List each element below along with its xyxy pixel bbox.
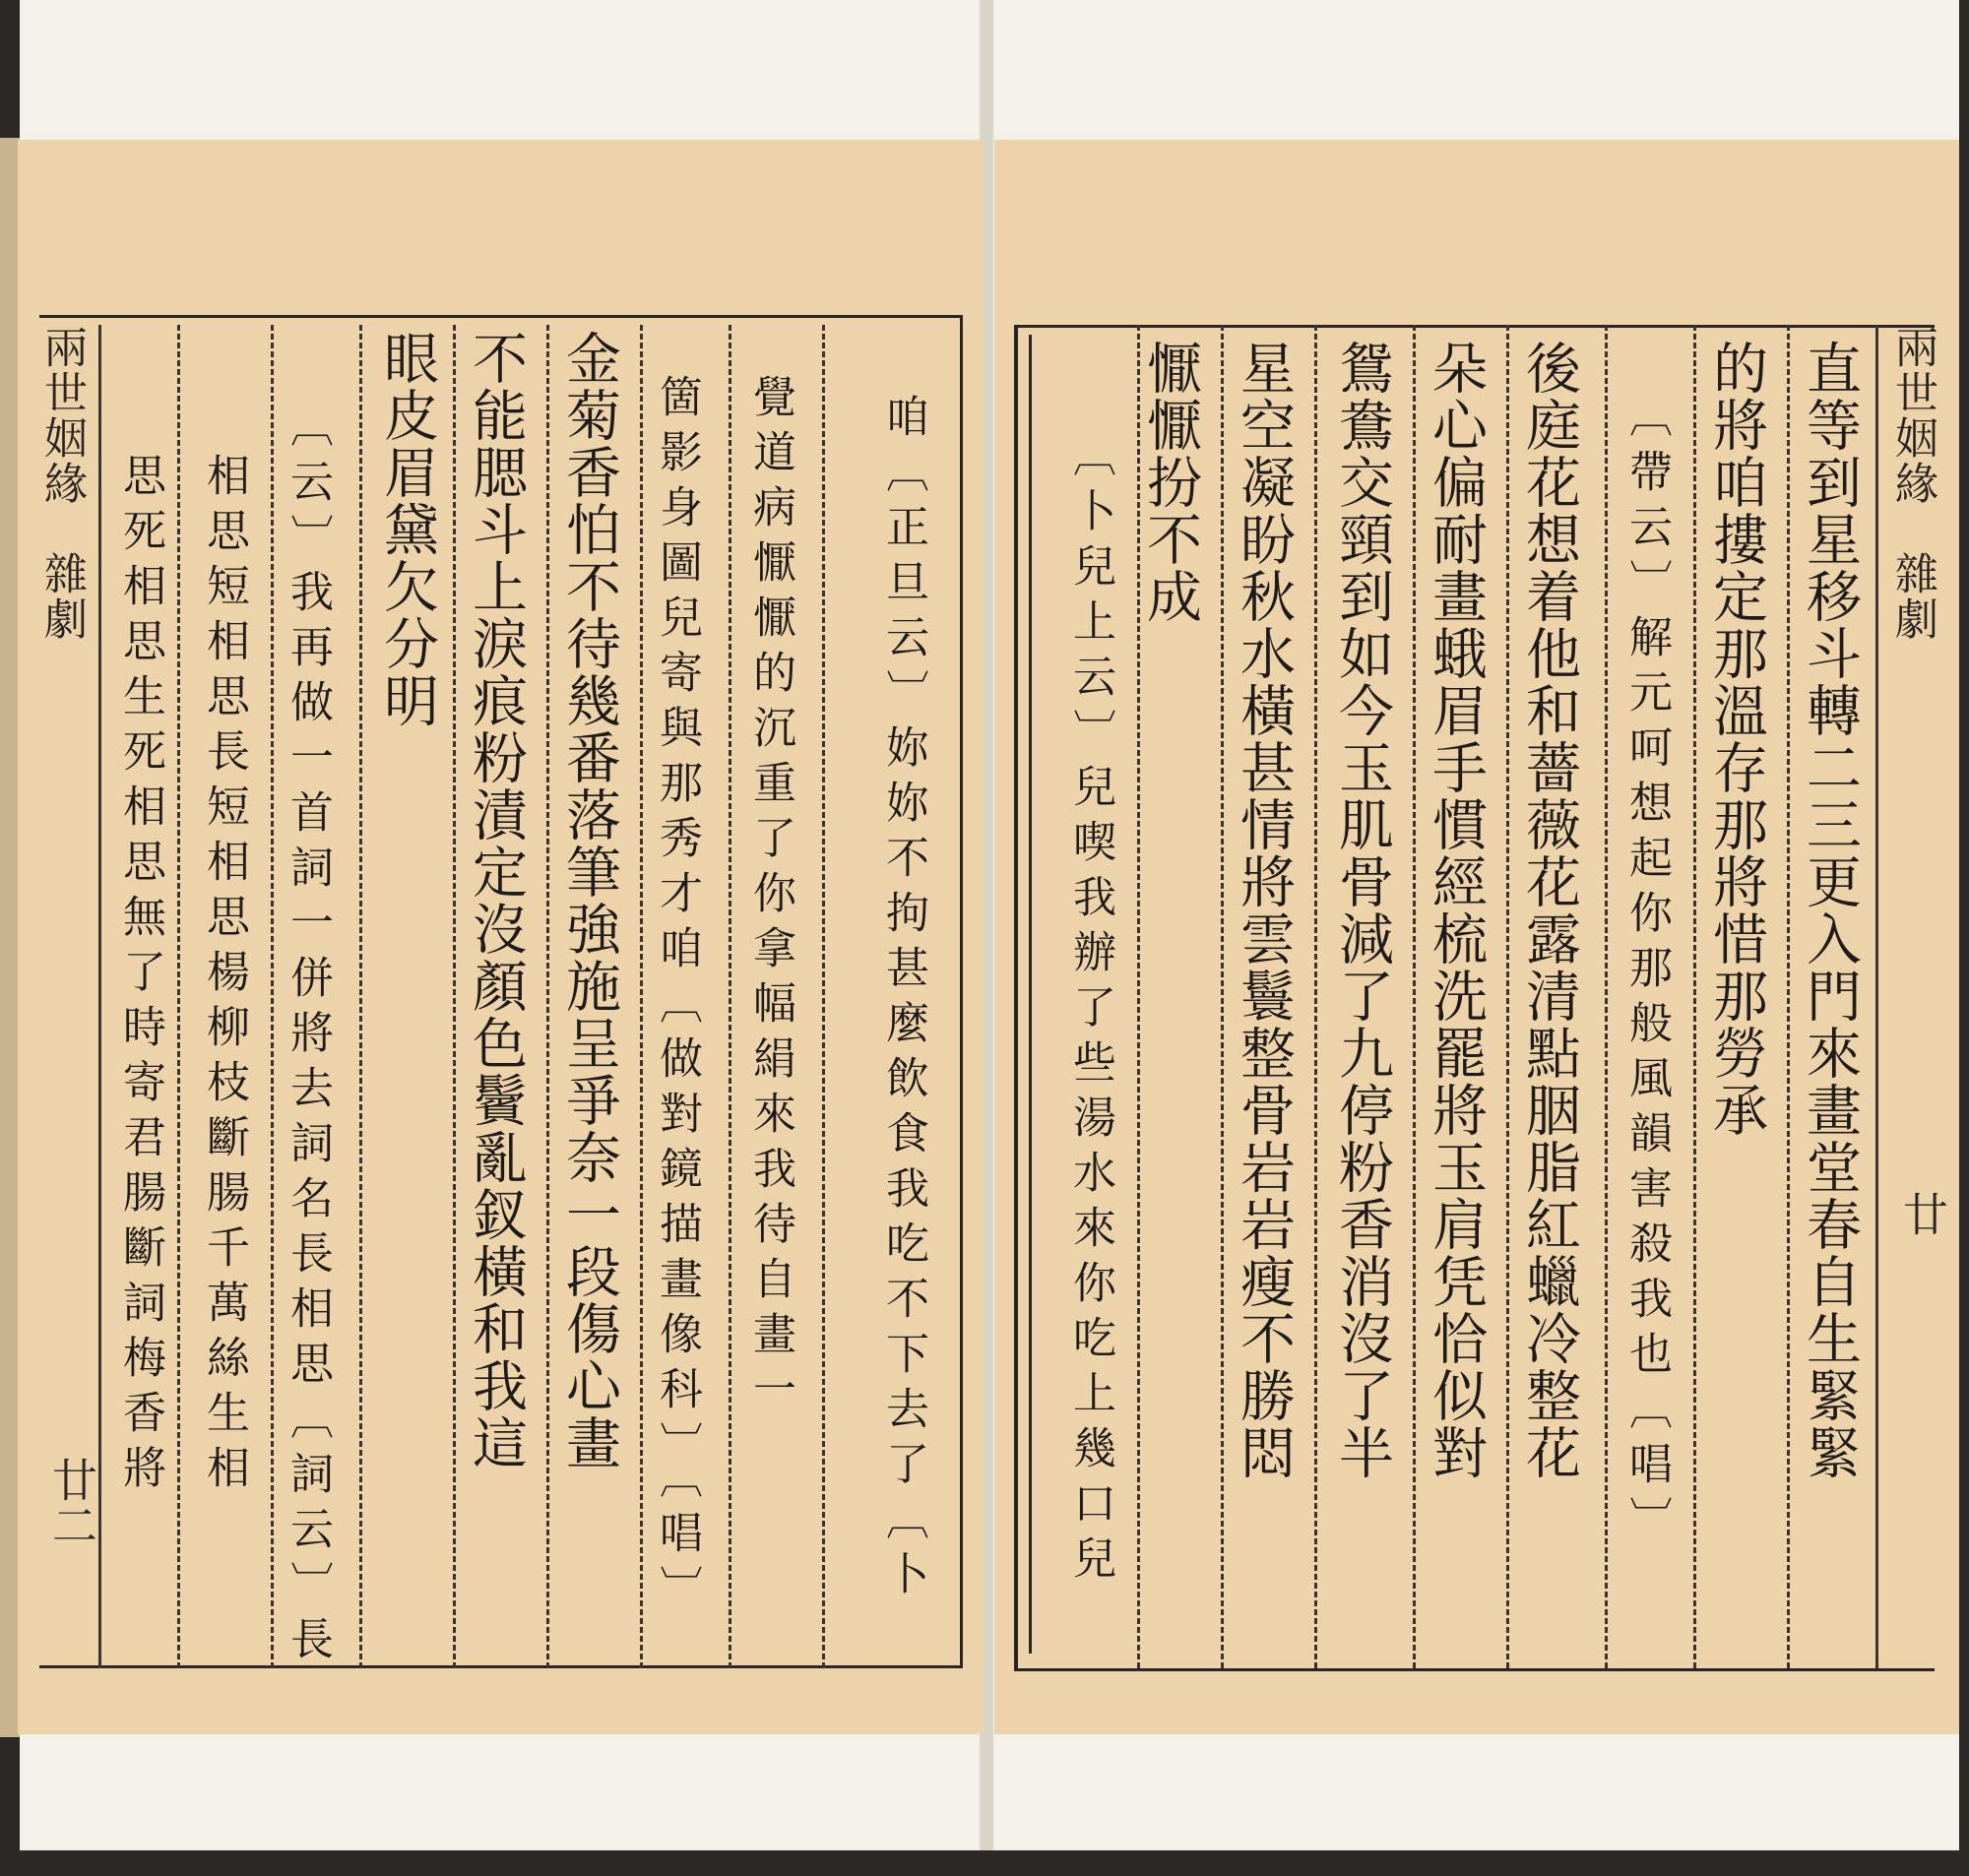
right-rule-2 <box>1693 325 1696 1668</box>
left-margin-rule <box>98 325 101 1668</box>
right-inner-border <box>1029 335 1032 1654</box>
right-top-border <box>1014 325 1935 328</box>
left-margin-title: 兩世姻緣 <box>36 325 87 506</box>
left-col-8: 相思短相思長短相思楊柳枝斷腸千萬絲生相 <box>199 453 249 1500</box>
right-rule-6 <box>1314 325 1317 1668</box>
right-rule-7 <box>1221 325 1224 1668</box>
left-right-border <box>960 315 963 1668</box>
left-col-6: 眼皮眉黛欠分明 <box>375 330 439 729</box>
right-margin-rule <box>1875 325 1878 1668</box>
left-rule-7 <box>271 325 274 1668</box>
right-col-1: 直等到星移斗轉二三更入門來畫堂春自生緊緊 <box>1798 340 1862 1481</box>
left-col-9: 思死相思生死相思無了時寄君腸斷詞梅香將 <box>115 453 165 1500</box>
left-col-7: 〔云〕我再做一首詞一併將去詞名長相思〔詞云〕長 <box>283 404 333 1671</box>
left-folio: 廿二 <box>45 1457 98 1547</box>
left-rule-4 <box>546 325 549 1668</box>
right-margin-title: 兩世姻緣 <box>1887 325 1937 506</box>
right-col-3: 〔帶云〕解元呵想起你那般風韻害殺我也〔唱〕 <box>1621 394 1672 1551</box>
right-col-6: 鴛鴦交頸到如今玉肌骨減了九停粉香消沒了半 <box>1330 340 1394 1481</box>
right-bottom-border <box>1014 1668 1935 1671</box>
left-rule-8 <box>177 325 180 1668</box>
right-col-2: 的將咱摟定那溫存那將惜那勞承 <box>1704 340 1768 1139</box>
right-left-border <box>1014 325 1018 1671</box>
left-rule-1 <box>822 325 825 1668</box>
right-col-5: 朵心偏耐畫蛾眉手慣經梳洗罷將玉肩凭恰似對 <box>1424 340 1488 1481</box>
right-rule-1 <box>1787 325 1790 1668</box>
left-rule-3 <box>640 325 643 1668</box>
left-rule-6 <box>359 325 362 1668</box>
right-folio: 廿 <box>1896 1191 1949 1236</box>
left-col-3: 箇影身圖兒寄與那秀才咱〔做對鏡描畫像科〕〔唱〕 <box>652 374 702 1620</box>
left-rule-2 <box>729 325 731 1668</box>
right-rule-4 <box>1506 325 1509 1668</box>
right-rule-3 <box>1605 325 1608 1668</box>
left-col-1: 咱〔正旦云〕妳妳不拘甚麼飲食我吃不下去了〔卜 <box>878 394 928 1606</box>
left-margin-subtitle: 雜劇 <box>36 551 87 642</box>
left-col-2: 覺道病懨懨的沉重了你拿幅絹來我待自畫一 <box>745 374 795 1421</box>
right-col-7: 星空凝盼秋水橫甚情將雲鬟整骨岩岩瘦不勝悶 <box>1232 340 1296 1481</box>
left-col-5: 不能腮斗上淚痕粉漬定沒顏色鬢亂釵橫和我這 <box>464 330 528 1471</box>
page-edge-stack <box>0 138 20 1737</box>
right-col-8: 懨懨扮不成 <box>1138 340 1202 625</box>
left-top-border <box>39 315 962 318</box>
right-margin-subtitle: 雜劇 <box>1887 551 1937 642</box>
right-col-9: 〔卜兒上云〕兒喫我辦了些湯水來你吃上幾口兒 <box>1065 433 1115 1591</box>
left-rule-5 <box>453 325 456 1668</box>
right-rule-5 <box>1413 325 1416 1668</box>
left-col-4: 金菊香怕不待幾番落筆強施呈爭奈一段傷心畫 <box>557 330 621 1471</box>
right-col-4: 後庭花想着他和薔薇花露清點胭脂紅蠟冷整花 <box>1517 340 1581 1481</box>
